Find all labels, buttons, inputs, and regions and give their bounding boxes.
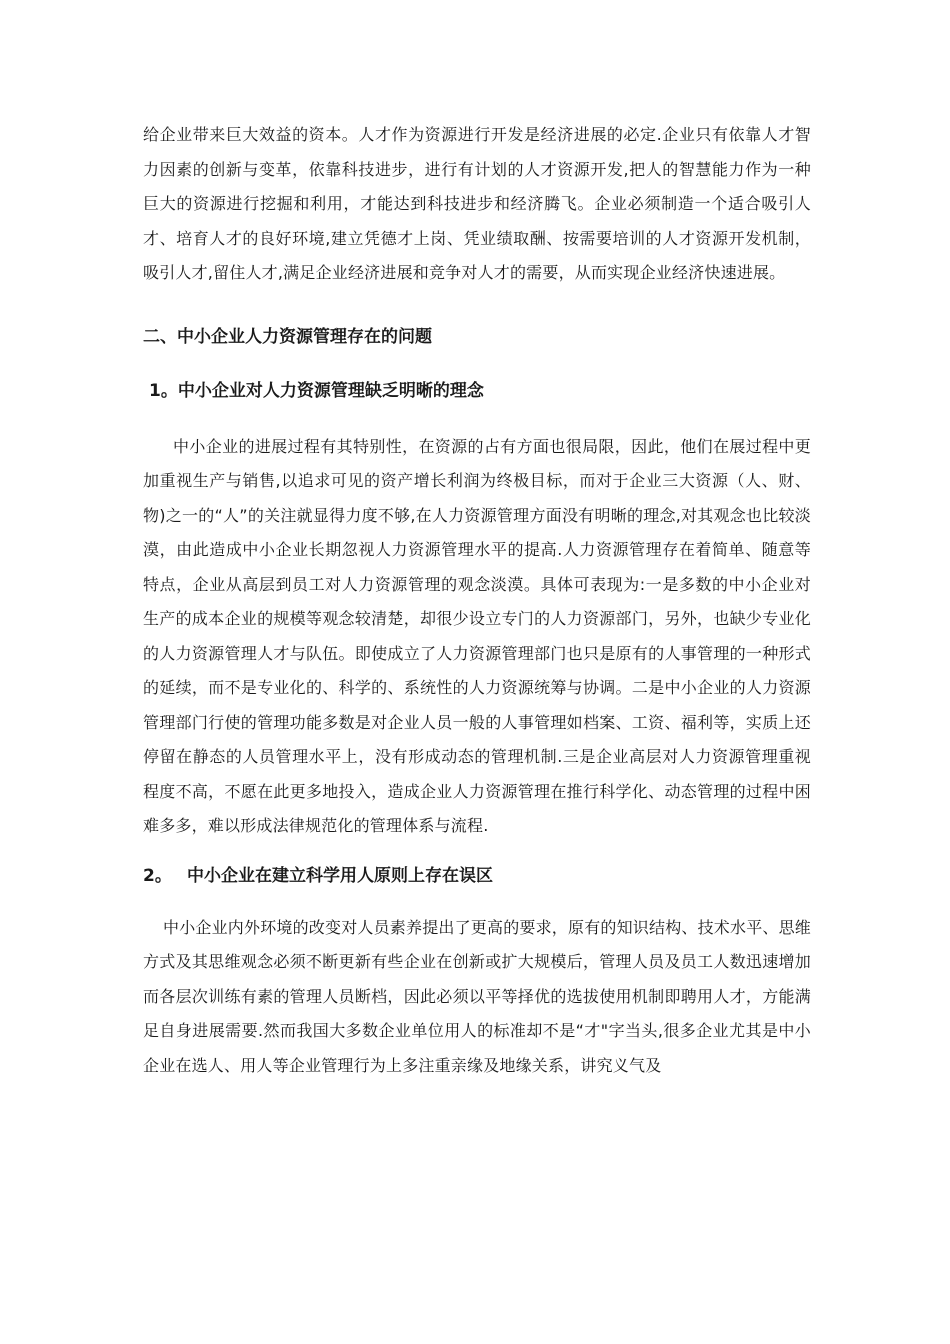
subsection-paragraph-2: 中小企业内外环境的改变对人员素养提出了更高的要求，原有的知识结构、技术水平、思维方式及其思维观念必须不断更新有些企业在创新或扩大规模后，管理人员及员工人数迅速增加而各层次训练有素的管理人员断档，因此必须以平等择优的选拔使用机制即聘用人才，方能满足自身进展需要.然而我国大多数企业单位用人的标准却不是“才"字当头,很多企业尤其是中小企业在选人、用人等企业管理行为上多注重亲缘及地缘关系，讲究义气及 [143,917,812,1075]
subsection-heading-1 [143,374,811,408]
subsection-number-1: 1。 [149,380,178,401]
subsection-number-2: 2。 [143,865,172,886]
subsection-paragraph-1: 中小企业的进展过程有其特别性，在资源的占有方面也很局限，因此，他们在展过程中更加重视生产与销售,以追求可见的资产增长利润为终极目标，而对于企业三大资源（人、财、物)之一的“人”的关注就显得力度不够,在人力资源管理方面没有明晰的理念,对其观念也比较淡漠，由此造成中小企业长期忽视人力资源管理水平的提高.人力资源管理存在着简单、随意等特点，企业从高层到员工对人力资源管理的观念淡漠。具体可表现为:一是多数的中小企业对生产的成本企业的规模等观念较清楚，却很少设立专门的人力资源部门，另外，也缺少专业化的人力资源管理人才与队伍。即使成立了人力资源管理部门也只是原有的人事管理的一种形式的延续，而不是专业化的、科学的、系统性的人力资源统筹与协调。二是中小企业的人力资源管理部门行使的管理功能多数是对企业人员一般的人事管理如档案、工资、福利等，实质上还停留在静态的人员管理水平上，没有形成动态的管理机制.三是企业高层对人力资源管理重视程度不高，不愿在此更多地投入，造成企业人力资源管理在推行科学化、动态管理的过程中困难多多，难以形成法律规范化的管理体系与流程. [143,436,811,835]
document-body [143,118,811,1083]
intro-paragraph: 给企业带来巨大效益的资本。人才作为资源进行开发是经济进展的必定.企业只有依靠人才智力因素的创新与变革，依靠科技进步，进行有计划的人才资源开发,把人的智慧能力作为一种巨大的资源进行挖掘和利用，才能达到科技进步和经济腾飞。企业必须制造一个适合吸引人才、培育人才的良好环境,建立凭德才上岗、凭业绩取酬、按需要培训的人才资源开发机制，吸引人才,留住人才,满足企业经济进展和竞争对人才的需要，从而实现企业经济快速进展。 [143,125,811,282]
subsection-title-1: 中小企业对人力资源管理缺乏明晰的理念 [177,380,484,401]
subsection-title-2: 中小企业在建立科学用人原则上存在误区 [187,865,493,886]
subsection-heading-2 [143,859,811,893]
section-heading: 二、中小企业人力资源管理存在的问题 [143,326,432,347]
